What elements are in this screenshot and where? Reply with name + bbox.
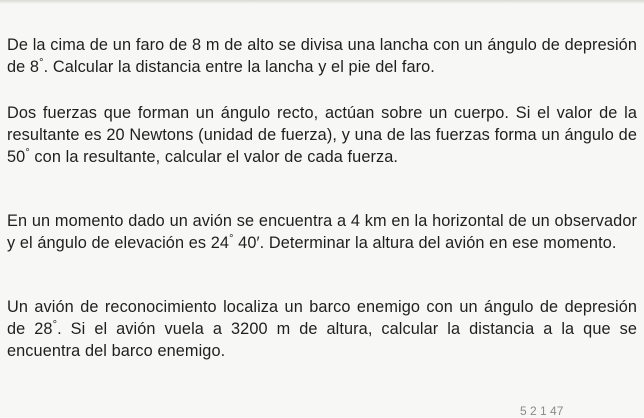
problem-1-text-b: . Calcular la distancia entre la lancha y el pie del faro. <box>43 58 435 76</box>
problem-2-text-a: Dos fuerzas que forman un ángulo recto, actúan sobre un cuerpo. Si el valor de la resultante es 20 Newtons (unidad de fuerza), y una de las fuerzas forma un ángulo de 50 <box>7 104 637 166</box>
problem-2-text-b: con la resultante, calcular el valor de cada fuerza. <box>29 148 399 166</box>
problem-1-degree-symbol: ° <box>39 57 44 69</box>
problem-4-text-b: . Si el avión vuela a 3200 m de altura, calcular la distancia a la que se encuentra del barco enemigo. <box>7 320 637 360</box>
top-edge-shadow <box>0 0 644 4</box>
problem-1 <box>7 34 637 78</box>
problem-2 <box>7 102 637 168</box>
problem-3-text-a: En un momento dado un avión se encuentra a 4 km en la horizontal de un observador y el ángulo de elevación es 24 <box>7 212 637 252</box>
problem-4-degree-symbol: ° <box>52 319 58 331</box>
cut-off-footer-text: 5 2 1 47 <box>520 404 564 418</box>
problem-4 <box>7 296 637 362</box>
problem-3-degree-symbol: ° <box>229 233 234 245</box>
problem-4-text-a: Un avión de reconocimiento localiza un barco enemigo con un ángulo de depresión de 28 <box>7 298 637 338</box>
problem-2-degree-symbol: ° <box>25 147 30 159</box>
problem-1-text-a: De la cima de un faro de 8 m de alto se divisa una lancha con un ángulo de depresión de 8 <box>7 36 637 76</box>
problem-3 <box>7 210 637 254</box>
problem-3-text-b: 40′. Determinar la altura del avión en ese momento. <box>233 234 617 252</box>
